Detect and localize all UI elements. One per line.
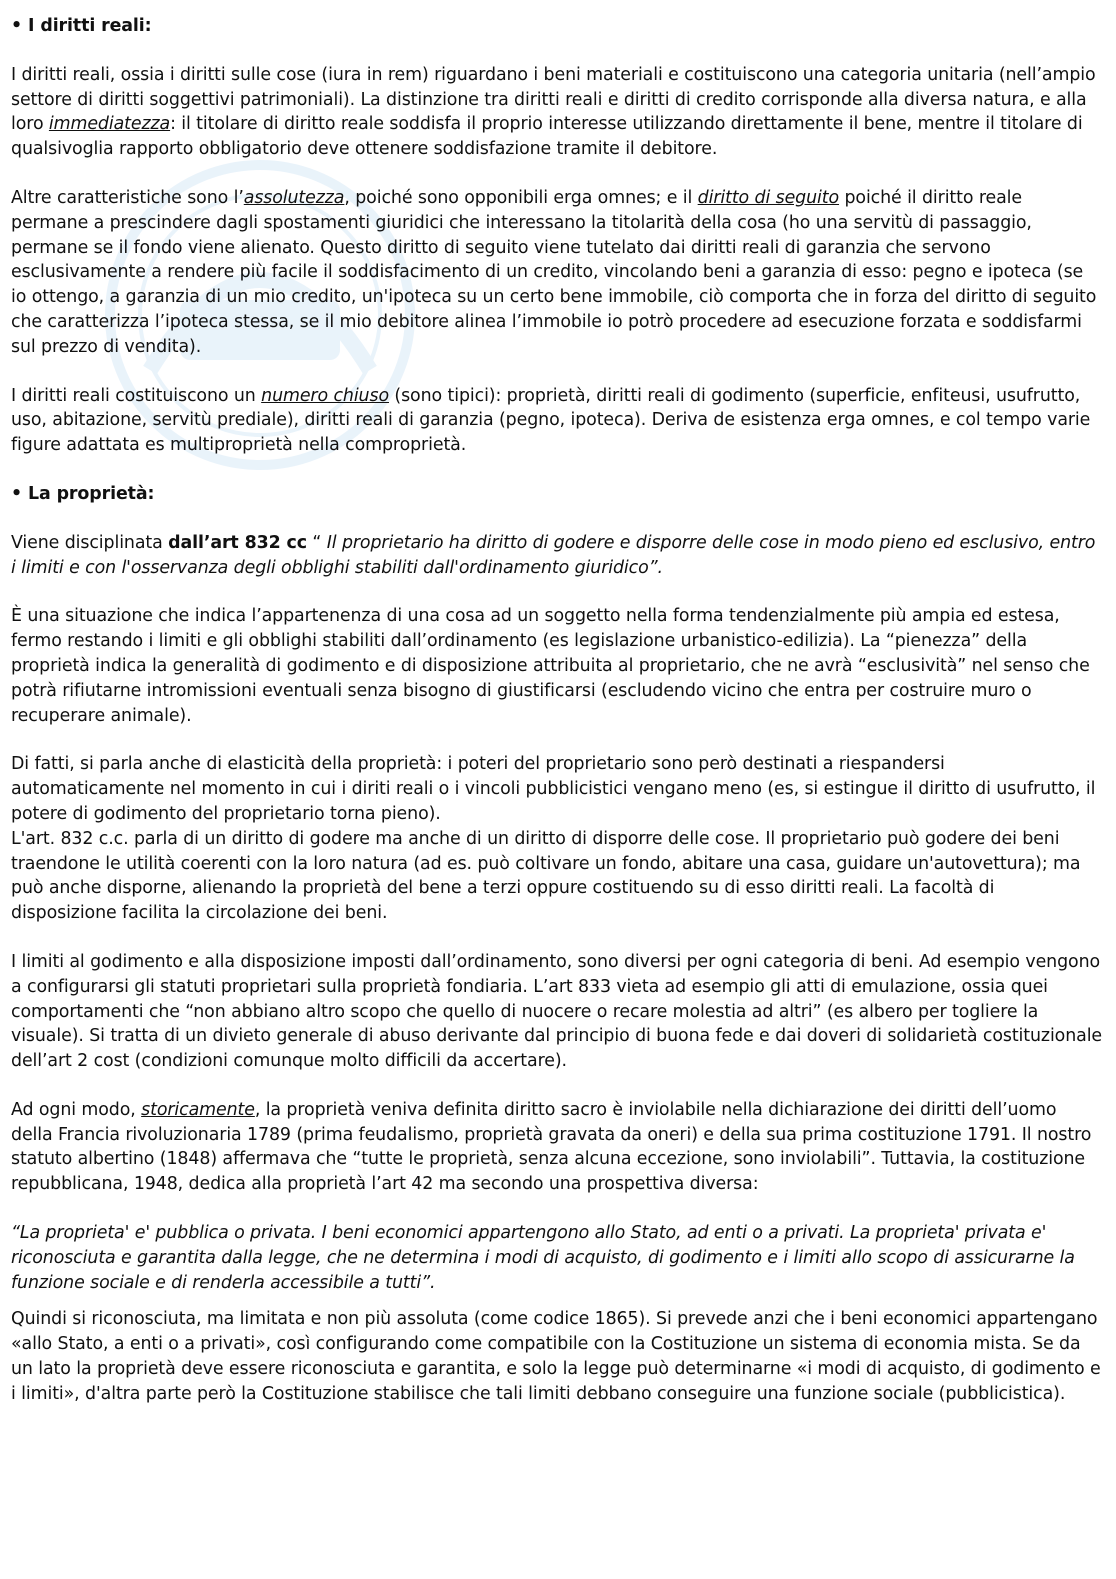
paragraph: I limiti al godimento e alla disposizione imposti dall’ordinamento, sono diversi per ogni categoria di beni. Ad esempio vengono a configurarsi gli statuti proprietari sulla proprietà fondiaria. L’art 833 vieta ad esempio gli atti di emulazione, ossia quei comportamenti che “non abbiano altro scopo che quello di nuocere o recare molestia ad altri” (es albero per togliere la visuale). Si tratta di un divieto generale di abuso derivante dal principio di buona fede e dai doveri di solidarietà costituzionale dell’art 2 cost (condizioni comunque molto difficili da accertare). — [11, 951, 1103, 1072]
paragraph: È una situazione che indica l’appartenenza di una cosa ad un soggetto nella forma tendenzialmente più ampia ed estesa, fermo restando i limiti e gli obblighi stabiliti dall’ordinamento (es legislazione urbanistico-edilizia). La “pienezza” della proprietà indica la generalità di godimento e di disposizione attribuita al proprietario, che ne avrà “esclusività” nel senso che potrà rifiutarne intromissioni eventuali senza bisogno di giustificarsi (escludendo vicino che entra per costruire muro o recuperare animale). — [11, 606, 1090, 726]
paragraph: Quindi si riconosciuta, ma limitata e non più assoluta (come codice 1865). Si prevede anzi che i beni economici appartengano «allo Stato, a enti o a privati», così configurando come compatibile con la Costituzione un sistema di economia mista. Se da un lato la proprietà deve essere riconosciuta e garantita, e solo la legge può determinarne «i modi di acquisto, di godimento e i limiti», d'altra parte però la Costituzione stabilisce che tali limiti debbano conseguire una funzione sociale (pubblicistica). — [11, 1309, 1101, 1404]
emphasis-term: diritto di seguito — [697, 187, 840, 208]
heading-diritti-reali: • I diritti reali: — [11, 16, 152, 36]
emphasis-term: storicamente — [141, 1099, 255, 1120]
paragraph: Viene disciplinata dall’art 832 cc “ Il proprietario ha diritto di godere e disporre delle cose in modo pieno ed esclusivo, entro i limiti e con l'osservanza degli obblighi stabiliti dall'ordinamento giuridico”. — [11, 532, 1096, 578]
paragraph: Di fatti, si parla anche di elasticità della proprietà: i poteri del proprietario sono però destinati a riespandersi automaticamente nel momento in cui i diriti reali o i vincoli pubblicistici vengano meno (es, si estingue il diritto di usufrutto, il potere di godimento del proprietario torna pieno). — [11, 754, 1096, 824]
article-reference: dall’art 832 cc — [168, 532, 307, 553]
heading-proprieta: • La proprietà: — [11, 483, 155, 504]
paragraph: I diritti reali costituiscono un numero chiuso (sono tipici): proprietà, diritti reali di godimento (superficie, enfiteusi, usufrutto, uso, abitazione, servitù prediale), diritti reali di garanzia (pegno, ipoteca). Deriva de esistenza erga omnes, e col tempo varie figure adattata es multiproprietà nella comproprietà. — [11, 385, 1091, 456]
paragraph: I diritti reali, ossia i diritti sulle cose (iura in rem) riguardano i beni materiali e costituiscono una categoria unitaria (nell’ampio settore di diritti soggettivi patrimoniali). La distinzione tra diritti reali e diritti di credito corrisponde alla diversa natura, e alla loro immediatezza: il titolare di diritto reale soddisfa il proprio interesse utilizzando direttamente il bene, mentre il titolare di qualsivoglia rapporto obbligatorio deve ottenere soddisfazione tramite il debitore. — [11, 64, 1096, 160]
article-quote: Il proprietario ha diritto di godere e disporre delle cose in modo pieno ed esclusivo, entro i limiti e con l'osservanza degli obblighi stabiliti dall'ordinamento giuridico”. — [11, 532, 1096, 578]
emphasis-term: immediatezza — [48, 114, 171, 135]
emphasis-term: assolutezza — [243, 187, 345, 208]
paragraph: L'art. 832 c.c. parla di un diritto di godere ma anche di un diritto di disporre delle cose. Il proprietario può godere dei beni traendone le utilità coerenti con la loro natura (ad es. può coltivare un fondo, abitare una casa, guidare un'autovettura); ma può anche disporne, alienando la proprietà del bene a terzi oppure costituendo su di esso diritti reali. La facoltà di disposizione facilita la circolazione dei beni. — [11, 828, 1081, 924]
paragraph: Ad ogni modo, storicamente, la proprietà veniva definita diritto sacro è inviolabile nella dichiarazione dei diritti dell’uomo della Francia rivoluzionaria 1789 (prima feudalismo, proprietà gravata da oneri) e della sua prima costituzione 1791. Il nostro statuto albertino (1848) affermava che “tutte le proprietà, senza alcuna eccezione, sono inviolabili”. Tuttavia, la costituzione repubblicana, 1948, dedica alla proprietà l’art 42 ma secondo una prospettiva diversa: — [11, 1099, 1092, 1195]
emphasis-term: numero chiuso — [261, 385, 389, 406]
constitution-quote: “La proprieta' e' pubblica o privata. I beni economici appartengono allo Stato, ad enti o a privati. La proprieta' privata e' riconosciuta e garantita dalla legge, che ne determina i modi di acquisto, di godimento e i limiti allo scopo di assicurarne la funzione sociale e di renderla accessibile a tutti”. — [11, 1223, 1075, 1293]
document-page — [11, 14, 1103, 1407]
bullet-icon: • — [11, 16, 23, 36]
paragraph: Altre caratteristiche sono l’assolutezza, poiché sono opponibili erga omnes; e il diritto di seguito poiché il diritto reale permane a prescindere dagli spostamenti giuridici che interessano la titolarità della cosa (ho una servitù di passaggio, permane se il fondo viene alienato. Questo diritto di seguito viene tutelato dai diritti reali di garanzia che servono esclusivamente a rendere più facile il soddisfacimento di un credito, vincolando beni a garanzia di esso: pegno e ipoteca (se io ottengo, a garanzia di un mio credito, un'ipoteca su un certo bene immobile, ciò comporta che in forza del diritto di seguito che caratterizza l’ipoteca stessa, se il mio debitore alinea l’immobile io potrò procedere ad esecuzione forzata e soddisfarmi sul prezzo di vendita). — [11, 187, 1097, 357]
bullet-icon: • — [11, 483, 23, 504]
